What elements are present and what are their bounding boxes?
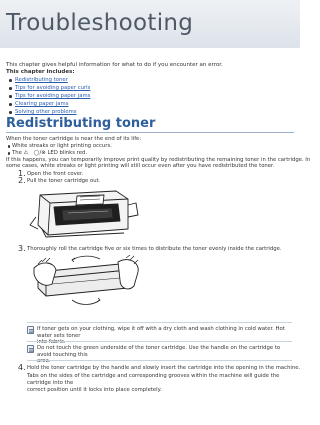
bullet-icon <box>9 95 12 98</box>
step-detail-line: Tabs on the sides of the cartridge and corresponding grooves within the machine will guide the cartridge into the <box>27 373 280 386</box>
intro-text: This chapter gives helpful information for what to do if you encounter an error. <box>6 62 223 68</box>
step-number: 4. <box>18 363 26 372</box>
symptom-bullet <box>12 143 112 149</box>
step-number: 1. <box>18 169 26 178</box>
step-number: 2. <box>18 176 26 185</box>
note-divider <box>27 341 292 342</box>
section-paragraph: If this happens, you can temporarily improve print quality by redistributing the remaining toner in the cartridge. In <box>6 157 311 163</box>
section-title: Redistributing toner <box>6 116 156 131</box>
section-divider <box>6 132 294 133</box>
section-lead: When the toner cartridge is near the end of its life: <box>6 136 142 142</box>
note-text: Do not touch the green underside of the toner cartridge. Use the handle on the cartridge to avoid touching this <box>37 345 281 358</box>
caution-note <box>27 326 292 346</box>
note-text: If toner gets on your clothing, wipe it off with a dry cloth and wash clothing in cold water. Hot water sets toner <box>37 326 285 339</box>
step-text: Pull the toner cartridge out. <box>27 178 101 184</box>
bullet-icon <box>8 152 10 154</box>
toc-link-paper-jams-tips[interactable]: Tips for avoiding paper jams <box>15 93 91 99</box>
toc-item <box>8 92 90 100</box>
toc-item <box>8 84 90 92</box>
note-divider <box>27 360 292 361</box>
note-icon <box>27 345 34 353</box>
toc-item <box>8 108 90 116</box>
bullet-icon <box>9 79 12 82</box>
toc-item <box>8 76 90 84</box>
toc-link-paper-curls[interactable]: Tips for avoiding paper curls <box>15 85 91 91</box>
chapter-toc <box>8 76 90 116</box>
cartridge-rolling-illustration <box>32 254 142 309</box>
bullet-icon <box>9 103 12 106</box>
includes-label: This chapter includes: <box>6 69 75 75</box>
note-icon <box>27 326 34 334</box>
note-text: area. <box>37 358 51 365</box>
step-text: Hold the toner cartridge by the handle and slowly insert the cartridge into the opening in the machine. <box>27 365 301 371</box>
step-text: Thoroughly roll the cartridge five or six times to distribute the toner evenly inside the cartridge. <box>27 246 282 252</box>
bullet-text: The <box>12 150 22 156</box>
section-paragraph: some cases, white streaks or light printing will still occur even after you have redistributed the toner. <box>6 163 275 169</box>
bullet-icon <box>9 87 12 90</box>
note-divider <box>27 322 292 323</box>
step-number: 3. <box>18 244 26 253</box>
page-title: Troubleshooting <box>6 10 194 36</box>
symptom-bullet <box>12 150 87 156</box>
toc-link-redistributing-toner[interactable]: Redistributing toner <box>15 77 68 83</box>
toc-link-other-problems[interactable]: Solving other problems <box>15 109 77 115</box>
bullet-icon <box>8 145 10 147</box>
bullet-text: LED blinks red. <box>47 150 88 156</box>
step-text: Open the front cover. <box>27 171 84 177</box>
bullet-text: White streaks or light printing occurs. <box>12 143 112 149</box>
toc-item <box>8 100 90 108</box>
step-detail-line: correct position until it locks into place completely. <box>27 386 162 393</box>
printer-cartridge-removal-illustration <box>28 185 143 240</box>
toc-link-clearing-paper-jams[interactable]: Clearing paper jams <box>15 101 69 107</box>
bullet-icon <box>9 111 12 114</box>
caution-note <box>27 345 292 365</box>
led-status-icon: ⚠ ◯/⊗ <box>23 150 46 156</box>
note-text: into fabric. <box>37 339 66 346</box>
step-detail <box>27 373 289 393</box>
